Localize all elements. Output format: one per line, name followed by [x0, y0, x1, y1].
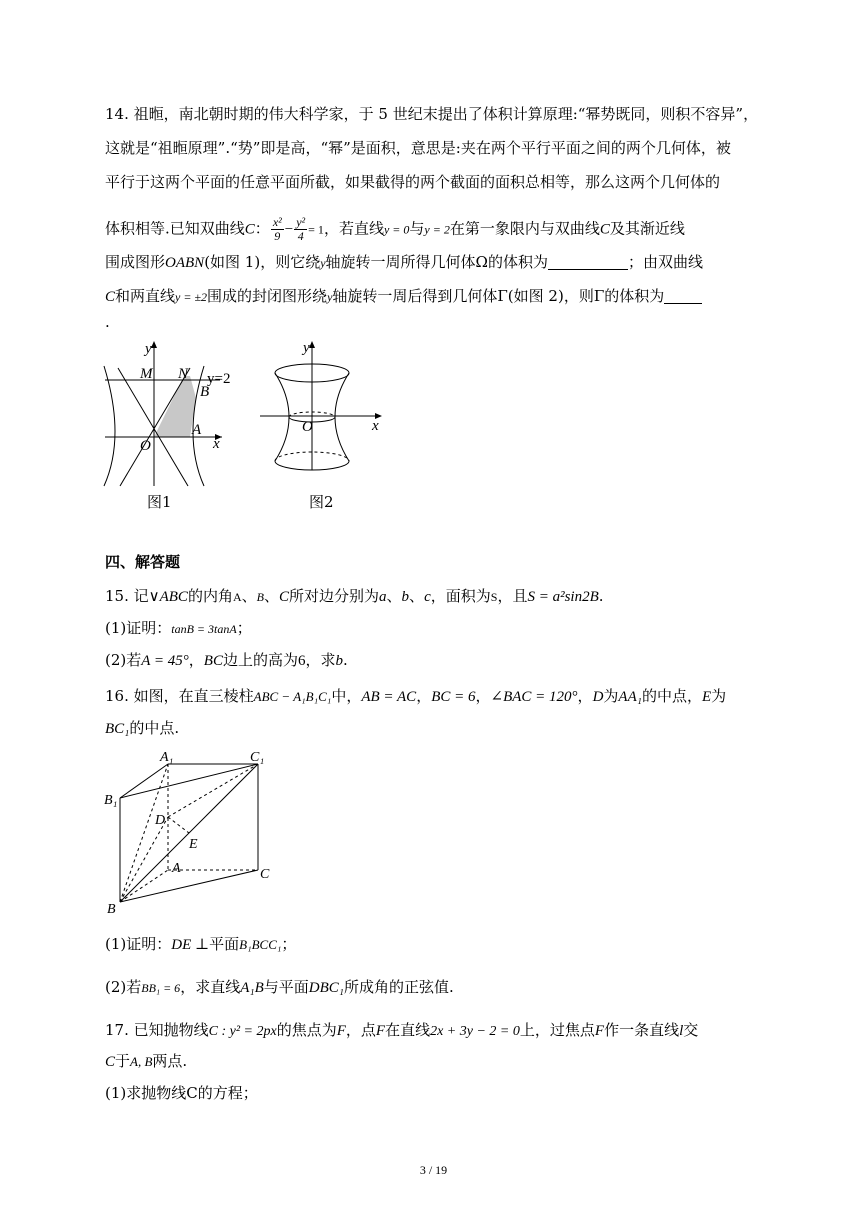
- math-area-formula: S = a²sin2B: [527, 589, 599, 605]
- label-D: D: [155, 813, 166, 828]
- math-B: B: [256, 590, 264, 604]
- text: (如图 1)，则它绕: [204, 253, 321, 271]
- text: 轴旋转一周后得到几何体Γ(如图 2)，则Γ的体积为: [332, 287, 665, 305]
- text: ，: [577, 687, 593, 705]
- text: 上，过焦点: [519, 1021, 595, 1039]
- answer-blank-1[interactable]: [548, 254, 628, 270]
- math-F: F: [594, 1023, 605, 1039]
- math-E: E: [701, 689, 712, 705]
- q14-line3: 平行于这两个平面的任意平面所截，如果截得的两个截面的面积总相等，那么这两个几何体的: [105, 173, 721, 191]
- text: 为: [711, 687, 727, 705]
- math-A-45: A = 45°: [141, 653, 189, 669]
- text: 16. 如图，在直三棱柱: [105, 687, 254, 705]
- shaded-region-OABN: [154, 376, 196, 437]
- equals-one: = 1: [308, 222, 324, 237]
- label-y-equals-2: y=2: [207, 371, 231, 387]
- q17-line2: [105, 1051, 187, 1072]
- text: 与: [409, 219, 425, 238]
- text: 围成的封闭图形绕: [207, 287, 328, 305]
- numerator: y²: [296, 215, 306, 229]
- text: (2)若: [105, 651, 142, 669]
- text: 交: [683, 1021, 699, 1039]
- math-D: D: [592, 689, 604, 705]
- math-b: b: [335, 653, 343, 669]
- fraction-x2-9: [271, 216, 284, 243]
- text: 作一条直线: [604, 1021, 680, 1039]
- denominator: 9: [274, 229, 281, 243]
- text: ；: [236, 619, 252, 637]
- math-AB-AC: AB = AC: [361, 689, 417, 705]
- text: 与平面: [263, 978, 309, 996]
- math-A1B: A₁B: [240, 980, 264, 996]
- math-C: C: [599, 221, 610, 238]
- math-S: S: [490, 590, 498, 604]
- math-DE-perp: DE ⊥: [171, 937, 210, 953]
- text: 中，: [331, 687, 362, 705]
- text: 边上的高为: [222, 651, 298, 669]
- label-N: N: [178, 366, 189, 382]
- math-y: y: [320, 256, 326, 270]
- figure-1-hyperbola: [100, 338, 250, 488]
- text: 的内角: [187, 587, 233, 605]
- label-A: A: [172, 861, 181, 876]
- text: ，若直线: [323, 219, 384, 238]
- text: 的中点.: [129, 719, 180, 737]
- text: (1)证明：: [105, 935, 172, 953]
- text: 、: [241, 587, 257, 605]
- math-angle-BAC: ∠BAC = 120°: [490, 689, 578, 705]
- text: ：: [254, 219, 270, 238]
- label-y: y: [145, 341, 152, 357]
- text: 围成图形: [105, 253, 166, 271]
- text: 和两直线: [115, 287, 176, 305]
- answer-blank-2[interactable]: [664, 288, 702, 304]
- text: .: [342, 651, 348, 669]
- text: 、: [263, 587, 279, 605]
- math-y2: y = 2: [424, 222, 450, 237]
- text: .: [598, 587, 604, 605]
- math-plane-B1BCC1: B₁BCC₁: [239, 937, 282, 952]
- q17-line1: [105, 1020, 698, 1042]
- text: 所对边分别为: [289, 587, 380, 605]
- text: (1)证明：: [105, 619, 172, 637]
- math-plane-DBC1: DBC₁: [308, 980, 344, 996]
- q16-part1: [105, 934, 296, 955]
- text: 的焦点为: [276, 1021, 337, 1039]
- figure-2-caption: 图2: [309, 493, 334, 511]
- text: ；: [281, 935, 297, 953]
- text: ，点: [345, 1021, 376, 1039]
- math-A: A: [232, 590, 242, 604]
- text: ，求: [305, 651, 336, 669]
- text: (2)若: [105, 978, 142, 996]
- label-A: A: [192, 422, 202, 438]
- figure-prism: [100, 748, 285, 916]
- math-F: F: [375, 1023, 386, 1039]
- q14-line1: 14. 祖暅，南北朝时期的伟大科学家，于 5 世纪末提出了体积计算原理:“幂势既同，则积不容异”，: [105, 105, 759, 123]
- label-E: E: [189, 837, 198, 852]
- text: 17. 已知抛物线: [105, 1021, 209, 1039]
- page-number: 3 / 19: [419, 1163, 448, 1177]
- math-6: 6: [297, 653, 306, 669]
- math-b: b: [401, 589, 410, 605]
- math-F: F: [336, 1023, 346, 1039]
- text: 两点.: [152, 1052, 188, 1070]
- q14-line4: [105, 216, 685, 243]
- q17-part1: (1)求抛物线C的方程；: [105, 1084, 258, 1102]
- label-C1: C₁: [250, 750, 265, 765]
- figure-2-hyperboloid: [255, 338, 385, 478]
- math-tan-relation: tanB = 3tanA: [171, 622, 237, 636]
- fraction-y2-4: [294, 216, 307, 243]
- text: 所成角的正弦值.: [343, 978, 454, 996]
- text: 为: [603, 687, 619, 705]
- q14-line7: .: [105, 313, 110, 331]
- math-c: c: [424, 589, 431, 605]
- math-BC1: BC₁: [105, 721, 130, 737]
- minus-sign: −: [284, 221, 294, 238]
- text: 平面: [209, 935, 240, 953]
- text: 的中点，: [641, 687, 702, 705]
- math-C: C: [244, 221, 255, 238]
- text: ，面积为: [430, 587, 491, 605]
- q15-part1: [105, 618, 252, 639]
- label-M: M: [140, 366, 153, 382]
- q14-line2: 这就是“祖暅原理”.“势”即是高，“幂”是面积，意思是:夹在两个平行平面之间的两个几何体，被: [105, 139, 731, 157]
- math-a: a: [379, 589, 387, 605]
- math-line-equation: 2x + 3y − 2 = 0: [430, 1024, 520, 1039]
- math-C: C: [105, 289, 116, 305]
- math-A-B: A, B: [130, 1054, 153, 1069]
- text: ；由双曲线: [628, 253, 704, 271]
- label-y: y: [303, 340, 310, 356]
- text: 、: [386, 587, 402, 605]
- math-parabola: C : y² = 2px: [208, 1024, 277, 1039]
- text: 、: [409, 587, 425, 605]
- text: ，: [188, 651, 204, 669]
- math-OABN: OABN: [165, 255, 205, 271]
- label-B: B: [107, 902, 116, 916]
- math-prism: ABC − A₁B₁C₁: [253, 689, 332, 704]
- q16-line1: [105, 686, 726, 707]
- q14-line6: [105, 286, 702, 307]
- math-l: l: [679, 1023, 684, 1039]
- text: ，: [475, 687, 491, 705]
- label-C: C: [260, 867, 270, 882]
- label-O: O: [140, 438, 151, 454]
- figure-1-caption: 图1: [147, 493, 172, 511]
- q16-line2: [105, 718, 179, 739]
- text: ，且: [497, 587, 528, 605]
- q15-part2: [105, 650, 348, 671]
- text: 体积相等.已知双曲线: [105, 219, 245, 238]
- math-y: y: [327, 290, 333, 304]
- text: 轴旋转一周所得几何体Ω的体积为: [325, 253, 548, 271]
- section-heading: 四、解答题: [105, 553, 181, 571]
- math-y-pm2: y = ±2: [175, 290, 208, 304]
- text: 15. 记: [105, 587, 149, 605]
- text: 于: [115, 1052, 131, 1070]
- label-A1: A₁: [160, 750, 174, 765]
- text: ，: [416, 687, 432, 705]
- q14-line5: [105, 252, 703, 273]
- math-BC-6: BC = 6: [431, 689, 476, 705]
- math-C: C: [105, 1054, 116, 1070]
- math-C: C: [279, 589, 290, 605]
- math-BC: BC: [203, 653, 223, 669]
- text: 及其渐近线: [609, 219, 685, 238]
- text: 在第一象限内与双曲线: [449, 219, 600, 238]
- q16-part2: [105, 977, 454, 998]
- denominator: 4: [297, 229, 304, 243]
- math-AA1: AA₁: [618, 689, 642, 705]
- math-BB1-6: BB₁ = 6: [141, 981, 181, 995]
- numerator: x²: [272, 215, 282, 229]
- label-x: x: [372, 418, 379, 434]
- text: 在直线: [385, 1021, 431, 1039]
- math-y0: y = 0: [383, 222, 410, 237]
- label-O: O: [302, 419, 313, 435]
- label-B1: B₁: [104, 793, 118, 808]
- math-triangle-ABC: ∨ABC: [148, 589, 188, 605]
- text: ，求直线: [180, 978, 241, 996]
- label-x: x: [213, 436, 220, 452]
- label-B: B: [200, 384, 210, 400]
- q15-line1: [105, 586, 604, 607]
